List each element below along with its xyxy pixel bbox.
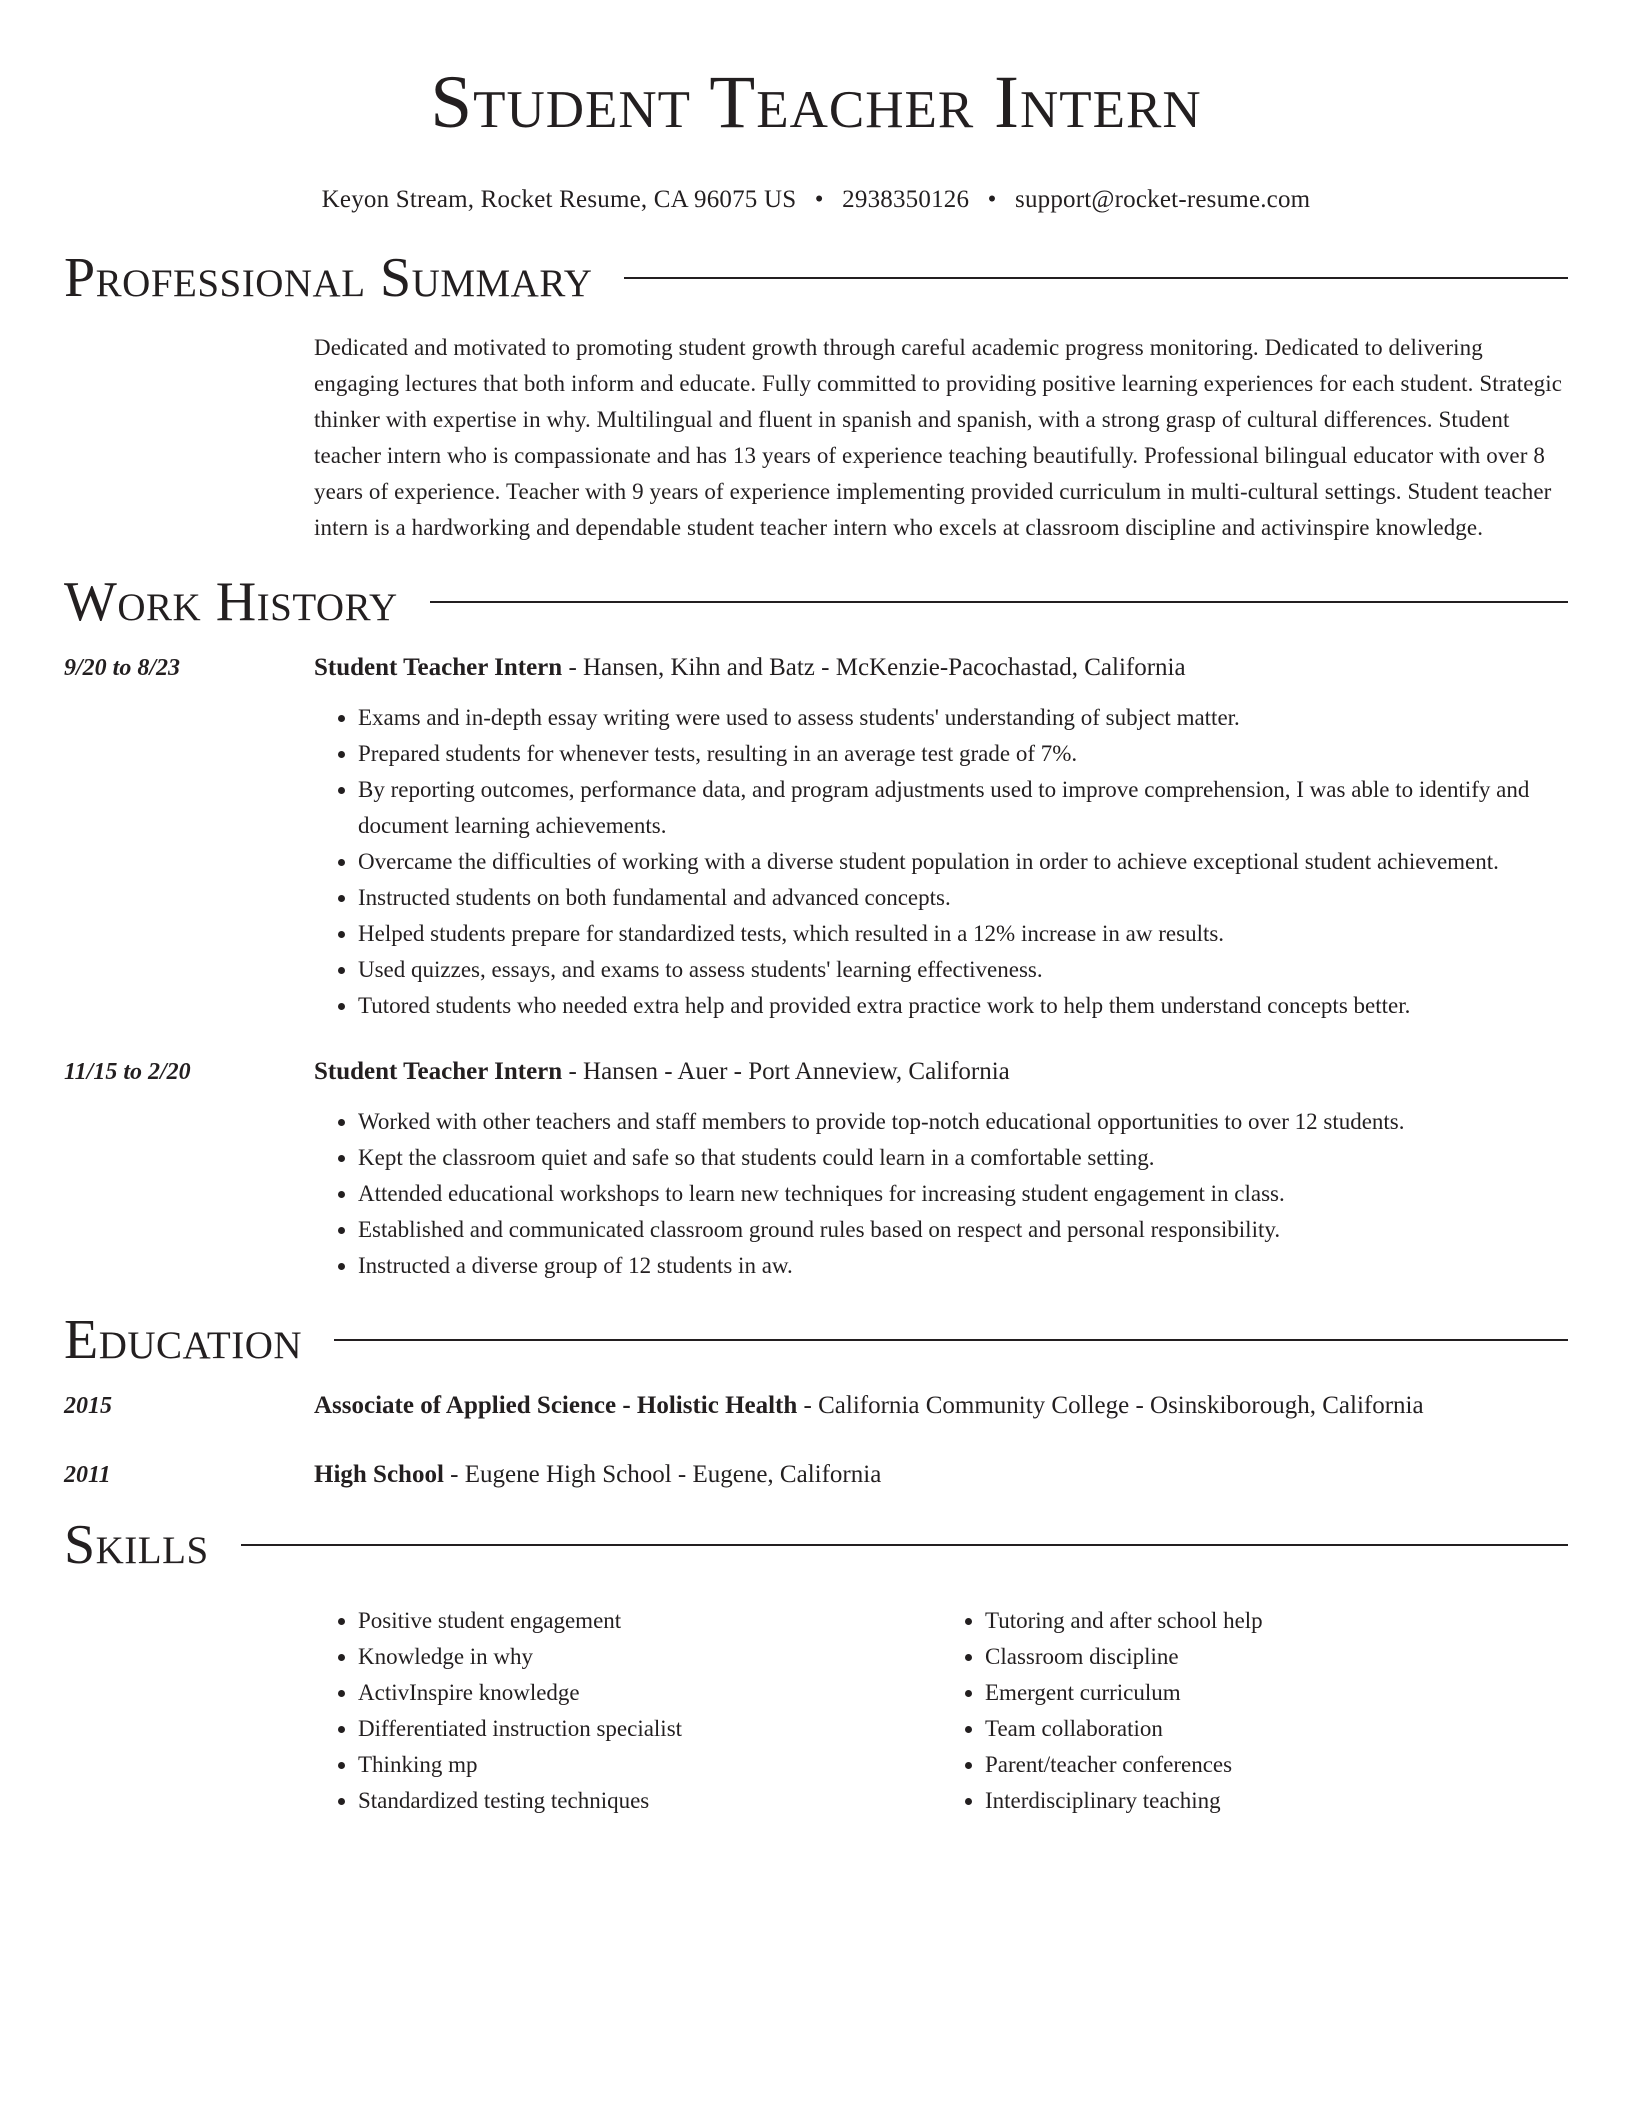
list-item: • Helped students prepare for standardized tests, which resulted in a 12% increase in aw results. — [358, 916, 1568, 952]
job-bullets — [314, 700, 1568, 1024]
education-body — [314, 1388, 1568, 1424]
skill-item: • Parent/teacher conferences — [985, 1747, 1568, 1783]
contact-separator: • — [814, 186, 824, 213]
list-item: • Prepared students for whenever tests, resulting in an average test grade of 7%. — [358, 736, 1568, 772]
skill-item: • Tutoring and after school help — [985, 1603, 1568, 1639]
contact-email: support@rocket-resume.com — [1015, 186, 1311, 213]
education-year: 2015 — [64, 1393, 112, 1419]
section-divider — [624, 277, 1568, 279]
education-title-line — [314, 1457, 1568, 1493]
job-entry — [64, 650, 1568, 1024]
section-divider — [241, 1544, 1568, 1546]
list-item: • Instructed students on both fundamental and advanced concepts. — [358, 880, 1568, 916]
job-title: Student Teacher Intern — [314, 1058, 563, 1085]
skills-list-right — [941, 1603, 1568, 1819]
summary-section-header — [64, 248, 1568, 308]
section-divider — [430, 601, 1568, 603]
skill-item: • ActivInspire knowledge — [358, 1675, 941, 1711]
section-title-summary: Professional Summary — [64, 247, 593, 309]
list-item: • Attended educational workshops to learn new techniques for increasing student engagement in class. — [358, 1176, 1568, 1212]
job-bullets — [314, 1104, 1568, 1284]
education-degree: High School — [314, 1461, 444, 1488]
list-item: • Worked with other teachers and staff members to provide top-notch educational opportunities to over 12 students. — [358, 1104, 1568, 1140]
skill-item: • Standardized testing techniques — [358, 1783, 941, 1819]
education-section-header — [64, 1310, 1568, 1370]
list-item: • Overcame the difficulties of working with a diverse student population in order to achieve exceptional student achievement. — [358, 844, 1568, 880]
contact-separator: • — [987, 186, 997, 213]
skill-item: • Knowledge in why — [358, 1639, 941, 1675]
education-degree: Associate of Applied Science - Holistic Health — [314, 1392, 798, 1419]
job-details: - Hansen, Kihn and Batz - McKenzie-Pacochastad, California — [562, 654, 1186, 681]
list-item: • Established and communicated classroom ground rules based on respect and personal responsibility. — [358, 1212, 1568, 1248]
skill-item: • Team collaboration — [985, 1711, 1568, 1747]
section-title-education: Education — [64, 1309, 303, 1371]
education-row — [64, 1388, 1568, 1424]
job-entry — [64, 1054, 1568, 1284]
section-title-skills: Skills — [64, 1514, 209, 1576]
job-title-line — [314, 1054, 1568, 1090]
education-details: - Eugene High School - Eugene, California — [443, 1461, 882, 1488]
section-divider — [334, 1339, 1568, 1341]
education-entry — [64, 1457, 1568, 1493]
list-item: • Used quizzes, essays, and exams to assess students' learning effectiveness. — [358, 952, 1568, 988]
job-title: Student Teacher Intern — [314, 654, 563, 681]
job-dates: 9/20 to 8/23 — [64, 655, 181, 681]
education-title-line — [314, 1388, 1568, 1424]
skills-section-header — [64, 1515, 1568, 1575]
list-item: • By reporting outcomes, performance data, and program adjustments used to improve comprehension, I was able to identify and document learning achievements. — [358, 772, 1568, 844]
job-details: - Hansen - Auer - Port Anneview, California — [562, 1058, 1010, 1085]
resume-name: Student Teacher Intern — [430, 61, 1202, 144]
contact-phone: 2938350126 — [842, 186, 970, 213]
work-section-header — [64, 572, 1568, 632]
summary-text: Dedicated and motivated to promoting student growth through careful academic progress monitoring. Dedicated to delivering engaging lectures that both inform and educate. Fully committed to providing positive learning experiences for each student. Strategic thinker with expertise in why. Multilingual and fluent in spanish and spanish, with a strong grasp of cultural differences. Student teacher intern who is compassionate and has 13 years of experience teaching beautifully. Professional bilingual educator with over 8 years of experience. Teacher with 9 years of experience implementing provided curriculum in multi-cultural settings. Student teacher intern is a hardworking and dependable student teacher intern who excels at classroom discipline and activinspire knowledge. — [314, 335, 1563, 540]
skills-columns — [314, 1603, 1568, 1819]
skill-item: • Positive student engagement — [358, 1603, 941, 1639]
list-item: • Instructed a diverse group of 12 students in aw. — [358, 1248, 1568, 1284]
list-item: • Tutored students who needed extra help and provided extra practice work to help them understand concepts better. — [358, 988, 1568, 1024]
section-title-work: Work History — [64, 571, 398, 633]
skill-item: • Differentiated instruction specialist — [358, 1711, 941, 1747]
job-title-line — [314, 650, 1568, 686]
list-item: • Exams and in-depth essay writing were used to assess students' understanding of subject matter. — [358, 700, 1568, 736]
contact-line — [64, 184, 1568, 216]
list-item: • Kept the classroom quiet and safe so that students could learn in a comfortable setting. — [358, 1140, 1568, 1176]
skill-item: • Emergent curriculum — [985, 1675, 1568, 1711]
education-entry — [64, 1388, 1568, 1424]
skill-item: • Classroom discipline — [985, 1639, 1568, 1675]
job-dates: 11/15 to 2/20 — [64, 1059, 191, 1085]
skill-item: • Interdisciplinary teaching — [985, 1783, 1568, 1819]
skills-list-left — [314, 1603, 941, 1819]
education-row — [64, 1457, 1568, 1493]
skill-item: • Thinking mp — [358, 1747, 941, 1783]
contact-address: Keyon Stream, Rocket Resume, CA 96075 US — [321, 186, 797, 213]
education-year: 2011 — [64, 1462, 111, 1488]
job-body — [314, 650, 1568, 1024]
education-details: - California Community College - Osinskiborough, California — [797, 1392, 1424, 1419]
job-body — [314, 1054, 1568, 1284]
education-body — [314, 1457, 1568, 1493]
